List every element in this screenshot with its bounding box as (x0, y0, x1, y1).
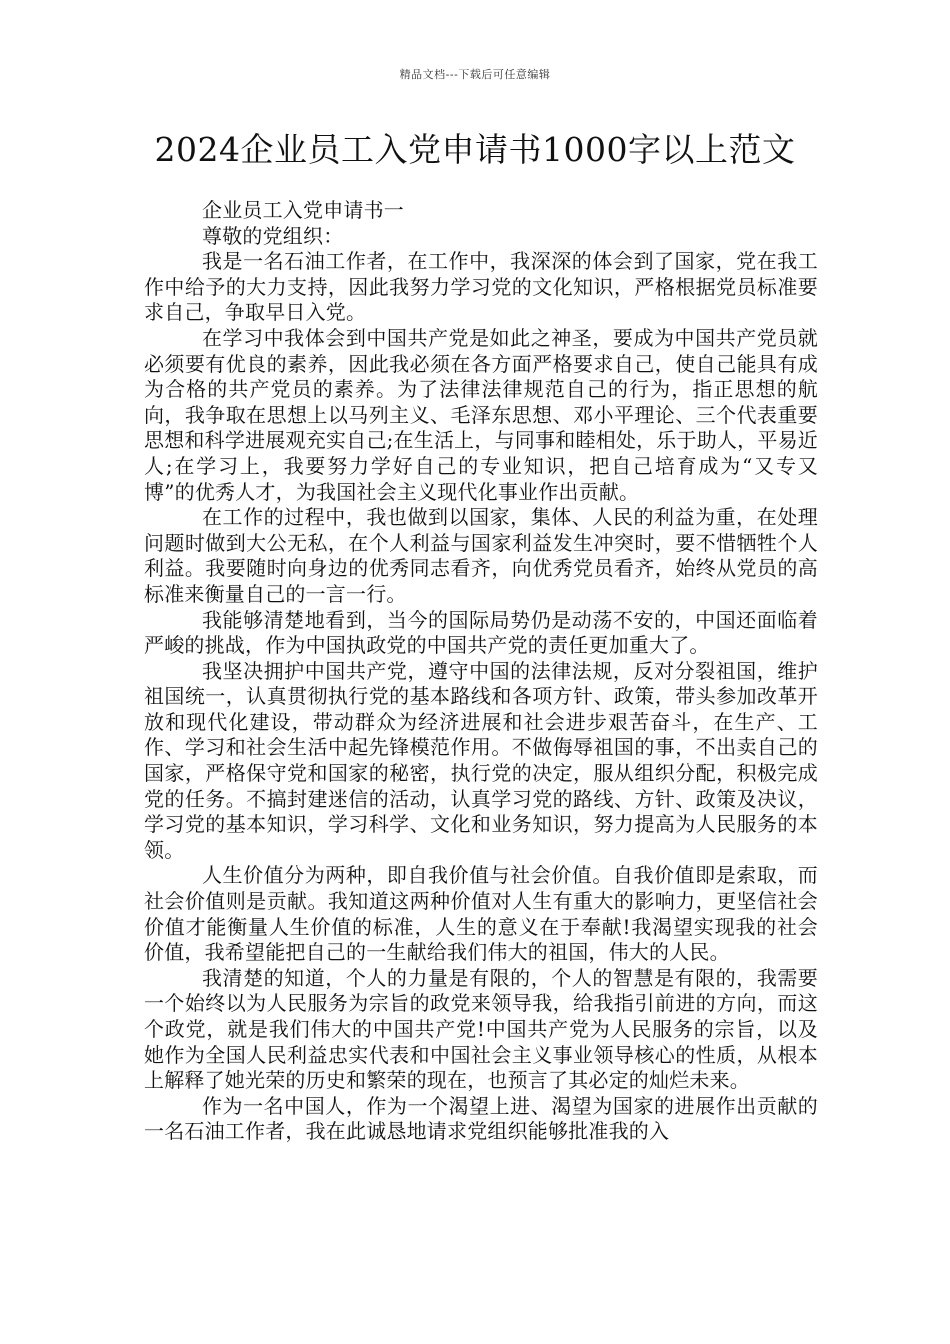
paragraph: 我坚决拥护中国共产党，遵守中国的法律法规，反对分裂祖国，维护祖国统一，认真贯彻执行党的基本路线和各项方针、政策，带头参加改革开放和现代化建设，带动群众为经济进展和社会进步艰苦奋斗，在生产、工作、学习和社会生活中起先锋模范作用。不做侮辱祖国的事，不出卖自己的国家，严格保守党和国家的秘密，执行党的决定，服从组织分配，积极完成党的任务。不搞封建迷信的活动，认真学习党的路线、方针、政策及决议，学习党的基本知识，学习科学、文化和业务知识，努力提高为人民服务的本领。 (144, 658, 818, 862)
document-body (144, 198, 818, 1145)
paragraph: 我能够清楚地看到，当今的国际局势仍是动荡不安的，中国还面临着严峻的挑战，作为中国执政党的中国共产党的责任更加重大了。 (144, 607, 818, 658)
paragraph: 我是一名石油工作者，在工作中，我深深的体会到了国家，党在我工作中给予的大力支持，因此我努力学习党的文化知识，严格根据党员标准要求自己，争取早日入党。 (144, 249, 818, 325)
paragraph: 我清楚的知道，个人的力量是有限的，个人的智慧是有限的，我需要一个始终以为人民服务为宗旨的政党来领导我，给我指引前进的方向，而这个政党，就是我们伟大的中国共产党!中国共产党为人民服务的宗旨，以及她作为全国人民利益忠实代表和中国社会主义事业领导核心的性质，从根本上解释了她光荣的历史和繁荣的现在，也预言了其必定的灿烂未来。 (144, 965, 818, 1093)
paragraph: 作为一名中国人，作为一个渴望上进、渴望为国家的进展作出贡献的一名石油工作者，我在此诚恳地请求党组织能够批准我的入 (144, 1093, 818, 1144)
document-title: 2024企业员工入党申请书1000字以上范文 (154, 130, 796, 169)
paragraph-salutation: 尊敬的党组织： (202, 223, 344, 248)
paragraph: 人生价值分为两种，即自我价值与社会价值。自我价值即是索取，而社会价值则是贡献。我知道这两种价值对人生有重大的影响力，更坚信社会价值才能衡量人生价值的标准，人生的意义在于奉献!我渴望实现我的社会价值，我希望能把自己的一生献给我们伟大的祖国，伟大的人民。 (144, 863, 818, 965)
paragraph: 在工作的过程中，我也做到以国家，集体、人民的利益为重，在处理问题时做到大公无私，在个人利益与国家利益发生冲突时，要不惜牺牲个人利益。我要随时向身边的优秀同志看齐，向优秀党员看齐，始终从党员的高标准来衡量自己的一言一行。 (144, 505, 818, 606)
paragraph-subtitle: 企业员工入党申请书一 (202, 198, 404, 222)
header-note: 精品文档---下载后可任意编辑 (399, 68, 551, 81)
paragraph: 在学习中我体会到中国共产党是如此之神圣，要成为中国共产党员就必须要有优良的素养，因此我必须在各方面严格要求自己，使自己能具有成为合格的共产党员的素养。为了法律法律规范自己的行为，指正思想的航向，我争取在思想上以马列主义、毛泽东思想、邓小平理论、三个代表重要思想和科学进展观充实自己;在生活上，与同事和睦相处，乐于助人，平易近人;在学习上，我要努力学好自己的专业知识，把自己培育成为“又专又博”的优秀人才，为我国社会主义现代化事业作出贡献。 (144, 325, 818, 504)
